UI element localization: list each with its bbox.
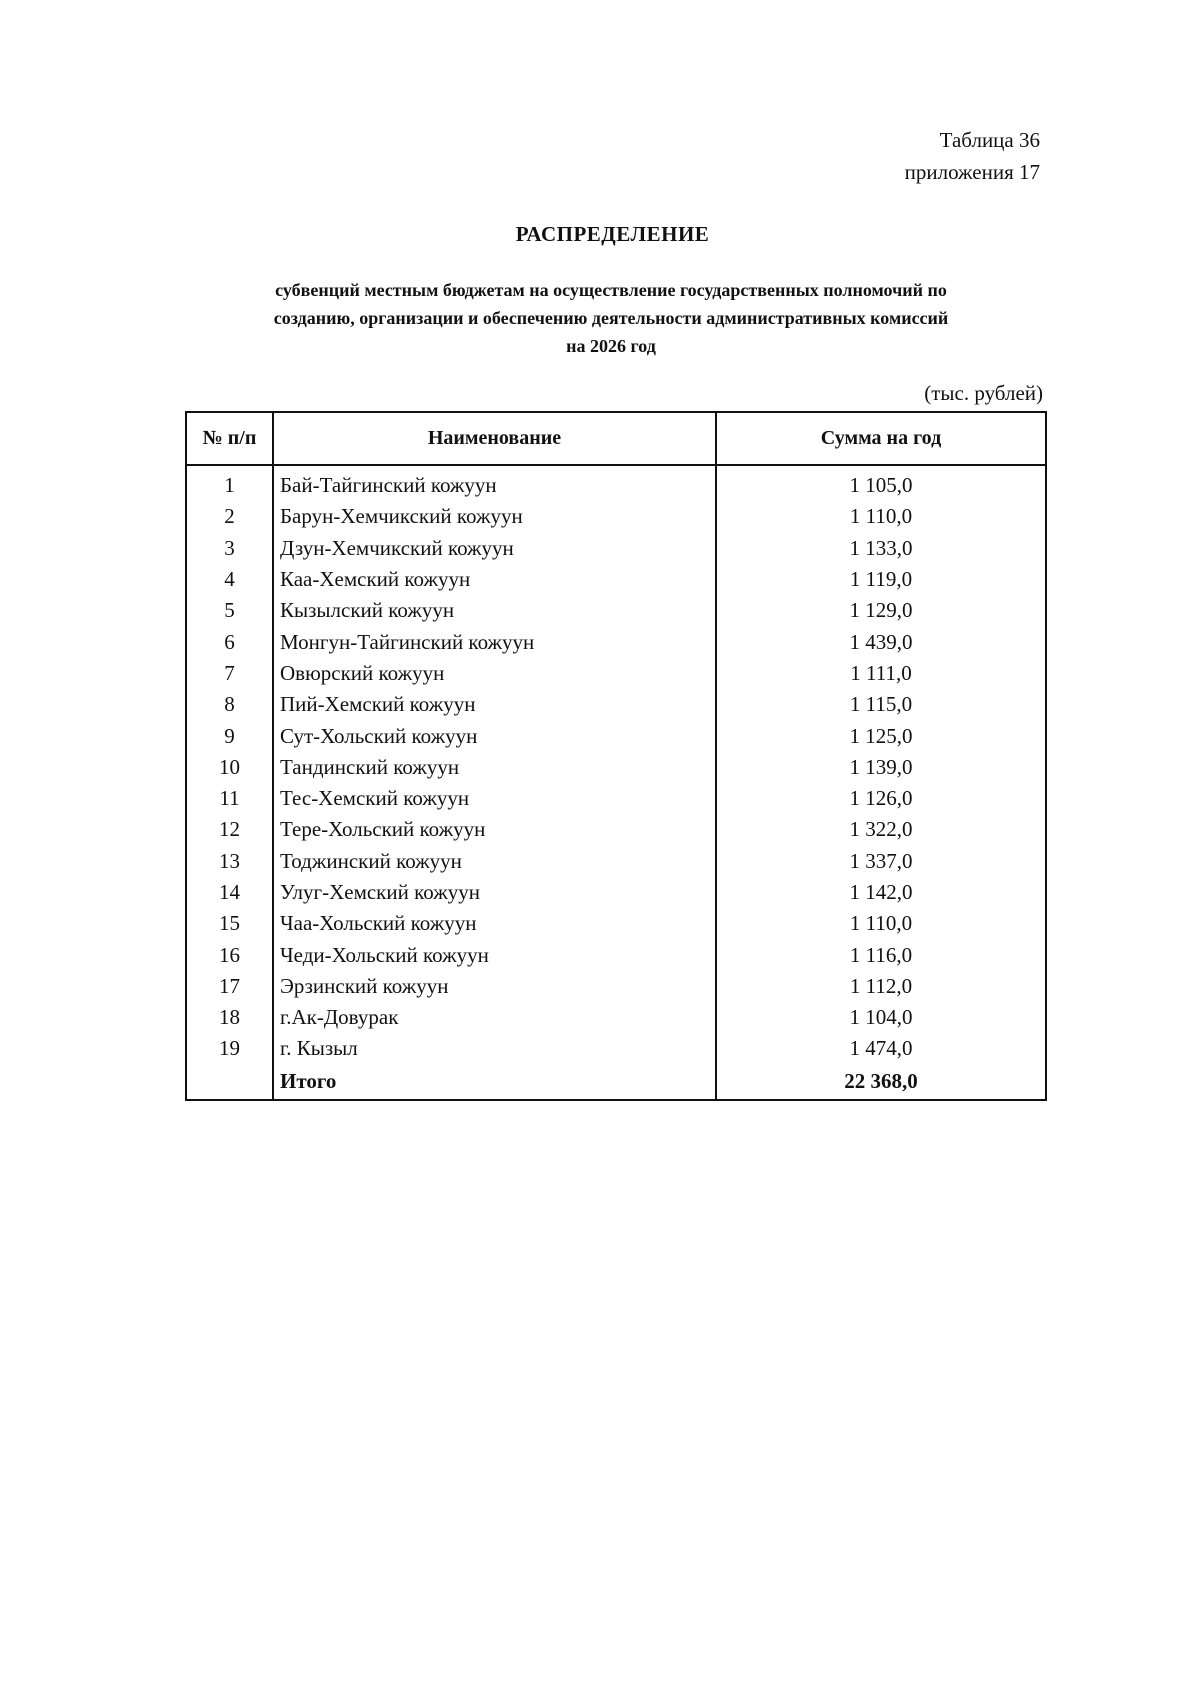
table-row [186, 689, 1046, 720]
table-row [186, 658, 1046, 689]
row-number: 16 [186, 939, 273, 970]
row-number: 12 [186, 814, 273, 845]
row-name: Каа-Хемский кожуун [273, 564, 716, 595]
row-sum: 1 116,0 [716, 939, 1046, 970]
table-number: Таблица 36 [939, 128, 1040, 152]
document-subtitle [186, 276, 1036, 360]
row-sum: 1 126,0 [716, 783, 1046, 814]
column-header-number: № п/п [186, 412, 273, 465]
column-header-name: Наименование [273, 412, 716, 465]
row-name: г. Кызыл [273, 1033, 716, 1064]
table-row [186, 1002, 1046, 1033]
row-sum: 1 115,0 [716, 689, 1046, 720]
row-number: 2 [186, 501, 273, 532]
table-row [186, 814, 1046, 845]
row-number: 19 [186, 1033, 273, 1064]
row-number: 1 [186, 465, 273, 501]
row-name: Овюрский кожуун [273, 658, 716, 689]
row-number: 11 [186, 783, 273, 814]
table-row [186, 908, 1046, 939]
row-name: Тоджинский кожуун [273, 846, 716, 877]
row-number: 17 [186, 971, 273, 1002]
table-row [186, 877, 1046, 908]
unit-note: (тыс. рублей) [924, 381, 1043, 405]
table-row [186, 1033, 1046, 1064]
row-number: 13 [186, 846, 273, 877]
table-row [186, 971, 1046, 1002]
row-name: Дзун-Хемчикский кожуун [273, 533, 716, 564]
row-name: Кызылский кожуун [273, 595, 716, 626]
row-name: г.Ак-Довурак [273, 1002, 716, 1033]
total-sum: 22 368,0 [716, 1065, 1046, 1100]
table-row [186, 626, 1046, 657]
subtitle-line: на 2026 год [566, 336, 656, 356]
table-row [186, 846, 1046, 877]
row-name: Тере-Хольский кожуун [273, 814, 716, 845]
column-header-sum: Сумма на год [716, 412, 1046, 465]
row-number: 10 [186, 752, 273, 783]
row-number: 3 [186, 533, 273, 564]
row-name: Сут-Хольский кожуун [273, 720, 716, 751]
row-name: Чеди-Хольский кожуун [273, 939, 716, 970]
row-sum: 1 133,0 [716, 533, 1046, 564]
row-number: 6 [186, 626, 273, 657]
row-sum: 1 110,0 [716, 501, 1046, 532]
row-sum: 1 104,0 [716, 1002, 1046, 1033]
table-row [186, 501, 1046, 532]
total-label: Итого [273, 1065, 716, 1100]
distribution-table [185, 411, 1047, 1101]
row-sum: 1 142,0 [716, 877, 1046, 908]
document-reference [905, 124, 1040, 188]
row-number: 7 [186, 658, 273, 689]
distribution-table-wrapper [185, 411, 1045, 1101]
table-row [186, 783, 1046, 814]
row-sum: 1 105,0 [716, 465, 1046, 501]
row-sum: 1 474,0 [716, 1033, 1046, 1064]
appendix-number: приложения 17 [904, 160, 1040, 184]
row-number: 4 [186, 564, 273, 595]
row-sum: 1 119,0 [716, 564, 1046, 595]
row-sum: 1 125,0 [716, 720, 1046, 751]
table-row [186, 465, 1046, 501]
row-sum: 1 337,0 [716, 846, 1046, 877]
row-sum: 1 129,0 [716, 595, 1046, 626]
subtitle-line: субвенций местным бюджетам на осуществление государственных полномочий по [275, 280, 947, 300]
row-number: 18 [186, 1002, 273, 1033]
row-number: 14 [186, 877, 273, 908]
row-name: Пий-Хемский кожуун [273, 689, 716, 720]
row-sum: 1 439,0 [716, 626, 1046, 657]
row-sum: 1 112,0 [716, 971, 1046, 1002]
row-name: Эрзинский кожуун [273, 971, 716, 1002]
table-header-row [186, 412, 1046, 465]
table-row [186, 939, 1046, 970]
row-sum: 1 322,0 [716, 814, 1046, 845]
row-name: Улуг-Хемский кожуун [273, 877, 716, 908]
row-sum: 1 111,0 [716, 658, 1046, 689]
subtitle-line: созданию, организации и обеспечению деятельности административных комиссий [273, 308, 949, 328]
row-name: Бай-Тайгинский кожуун [273, 465, 716, 501]
row-sum: 1 110,0 [716, 908, 1046, 939]
row-name: Чаа-Хольский кожуун [273, 908, 716, 939]
row-name: Тандинский кожуун [273, 752, 716, 783]
table-row [186, 720, 1046, 751]
row-sum: 1 139,0 [716, 752, 1046, 783]
row-number: 9 [186, 720, 273, 751]
row-name: Барун-Хемчикский кожуун [273, 501, 716, 532]
table-row [186, 533, 1046, 564]
row-number: 15 [186, 908, 273, 939]
table-row [186, 595, 1046, 626]
document-title: РАСПРЕДЕЛЕНИЕ [515, 222, 710, 246]
table-body [186, 465, 1046, 1100]
row-number: 5 [186, 595, 273, 626]
row-name: Монгун-Тайгинский кожуун [273, 626, 716, 657]
total-row [186, 1065, 1046, 1100]
table-row [186, 564, 1046, 595]
row-number: 8 [186, 689, 273, 720]
table-row [186, 752, 1046, 783]
total-number-cell [186, 1065, 273, 1100]
row-name: Тес-Хемский кожуун [273, 783, 716, 814]
